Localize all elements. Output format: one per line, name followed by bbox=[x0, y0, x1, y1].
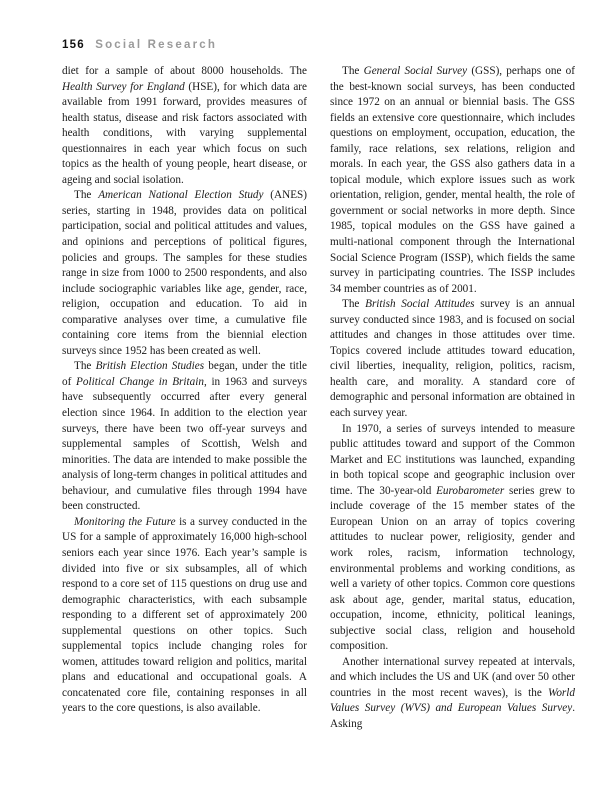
running-head: Social Research bbox=[95, 39, 218, 51]
text-run: . Asking bbox=[330, 702, 575, 730]
text-run: The bbox=[74, 360, 96, 373]
right-column bbox=[330, 64, 575, 733]
text-run: series grew to include coverage of the 15 member states of the European Union on an array of topics covering attitudes to nuclear power, religiosity, gender and work roles, racism, information technology, environmental problems and working conditions, as well a variety of other topics. Common core questions ask about age, gender, marital status, education, occupation, income, ethnicity, political leanings, subjective social class, religion and household composition. bbox=[330, 484, 575, 653]
survey-title: Health Survey for England bbox=[62, 80, 185, 93]
survey-title: American National Election Study bbox=[98, 189, 264, 202]
text-run: (HSE), for which data are available from 1991 forward, provides measures of health status, disease and risk factors associated with health conditions, with varying supplemental questionnaires in each year which focus on such topics as the health of young people, heart disease, or ageing and social isolation. bbox=[62, 80, 307, 186]
paragraph-hse bbox=[62, 64, 307, 188]
survey-title: Political Change in Britain bbox=[76, 375, 204, 388]
paragraph-eurobarometer bbox=[330, 422, 575, 655]
text-run: survey is an annual survey conducted since 1983, and is focused on social attitudes and changes in those attitudes over time. Topics covered include attitudes toward education, civil liberties, inequality, religion, politics, racism, health care, and morality. A standard core of demographic and personal information are obtained in each survey year. bbox=[330, 298, 575, 420]
text-run: The bbox=[342, 298, 366, 311]
text-run: diet for a sample of about 8000 households. The bbox=[62, 65, 307, 77]
survey-title: Eurobarometer bbox=[436, 484, 505, 497]
text-run: Another international survey repeated at intervals, and which includes the US and UK (and over 50 other countries in the most recent waves), is the bbox=[330, 655, 575, 699]
paragraph-wvs bbox=[330, 655, 575, 733]
text-run: , in 1963 and surveys have subsequently occurred after every general election since 1964. In addition to the election year surveys, there have been two off-year surveys and supplemental samples of Scottish, Welsh and minorities. The data are intended to make possible the analysis of long-term changes in political attitudes and behaviour, and cumulative files through 1994 have been constructed. bbox=[62, 375, 308, 513]
paragraph-mtf bbox=[62, 515, 307, 717]
survey-title: Monitoring the Future bbox=[74, 515, 176, 528]
text-run: is a survey conducted in the US for a sample of approximately 16,000 high-school seniors each year since 1976. Each year’s sample is divided into five or six subsamples, all of which respond to a core set of 115 questions on drug use and demographic characteristics, with each subsample responding to a different set of approximately 200 supplemental questions on other topics. Such supplemental topics include changing roles for women, attitudes toward religion and politics, marital plans and educational and occupational goals. A concatenated core file, containing responses in all years to the core questions, is also available. bbox=[62, 515, 307, 715]
text-run: The bbox=[74, 189, 99, 202]
page-number: 156 bbox=[62, 39, 85, 51]
left-column bbox=[62, 64, 307, 717]
text-run: (ANES) series, starting in 1948, provides data on political participation, social and political attitudes and values, and opinions and perceptions of political figures, policies and groups. The samples for these studies range in size from 1000 to 2500 respondents, and also include sociographic variables like age, gender, race, religion, occupation and education. To aid in comparative analyses over time, a cumulative file containing core items from the biennial election surveys since 1952 has been created as well. bbox=[62, 189, 307, 357]
text-run: In 1970, a series of surveys intended to measure public attitudes toward and support of the Common Market and EC institutions was launched, expanding in both topical scope and geographic inclusion over time. The 30-year-old bbox=[330, 422, 575, 497]
page-header bbox=[62, 39, 217, 51]
text-run: began, under the title of bbox=[62, 360, 307, 388]
paragraph-bsa bbox=[330, 297, 575, 421]
text-run: (GSS), perhaps one of the best-known social surveys, has been conducted since 1972 on an annual or biennial basis. The GSS fields an extensive core questionnaire, which includes questions on employment, occupation, education, the family, race relations, sex relations, religion and morals. In each year, the GSS also gathers data in a topical module, which explore issues such as work orientation, religion, gender, mental health, the role of government or social networks in more depth. Since 1985, topical modules on the GSS have gained a multi-national component through the International Social Science Program (ISSP), which fields the same survey in participating countries. The ISSP includes 34 member countries as of 2001. bbox=[330, 65, 575, 295]
survey-title: World Values Survey (WVS) and European Values Survey bbox=[330, 686, 575, 715]
survey-title: British Election Studies bbox=[95, 360, 205, 373]
survey-title: General Social Survey bbox=[363, 65, 468, 77]
text-run: The bbox=[342, 65, 364, 77]
survey-title: British Social Attitudes bbox=[365, 298, 475, 311]
paragraph-bes bbox=[62, 359, 307, 514]
paragraph-gss bbox=[330, 64, 575, 297]
paragraph-anes bbox=[62, 188, 307, 359]
